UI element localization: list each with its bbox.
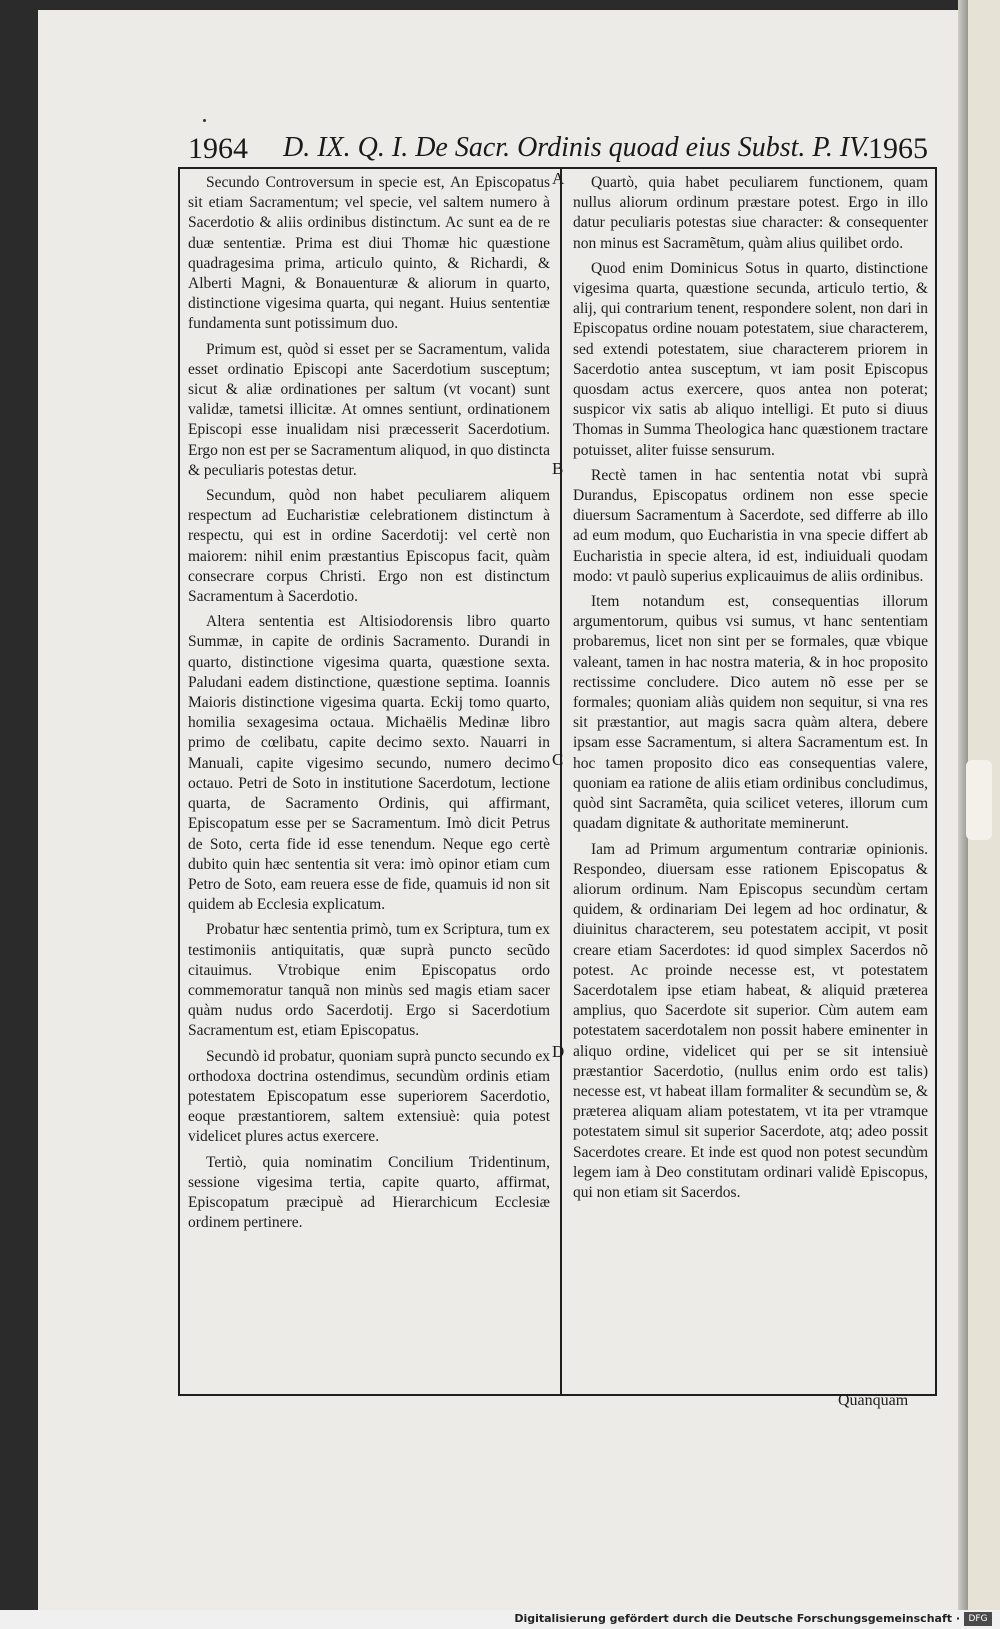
left-column [188,173,550,1238]
funding-notice: Digitalisierung gefördert durch die Deutsche Forschungsgemeinschaft · [514,1612,960,1625]
running-title: D. IX. Q. I. De Sacr. Ordinis quoad eius Subst. P. IV. [283,132,870,163]
paragraph: Iam ad Primum argumentum contrariæ opinionis. Respondeo, diuersam esse rationem Episcopatus & aliorum ordinum. Nam Episcopus secundùm certam quidem, & ordinariam Dei legem ad hoc ordinatur, & diuinitus characterem, seu potestatem accipit, vt posit creare etiam Sacerdotes: id quod simplex Sacerdos nõ potest. Ac proinde necesse est, vt potestatem Sacerdotalem ipse etiam habeat, & aliquid præterea amplius, quo Sacerdote sit superior. Cùm autem eam potestatem sacerdotalem non possit habere eminenter in aliquo ordine, videlicet qui per se sit intensiuè præstantior Sacerdotio, (nullus enim ordo est talis) necesse est, vt habeat illam formaliter & secundùm se, & præterea aliquam aliam potestatem, vt ita per vtramque potestatem simul sit superior Sacerdote, atq; adeo possit Sacerdotes creare. Et inde est quod non potest secundùm legem iam à Deo constitutam ordinari validè Episcopus, qui non etiam sit Sacerdos. [573,840,928,1201]
margin-marker-a: A [552,169,565,188]
dfg-logo-icon[interactable]: DFG [964,1612,992,1626]
text-frame [178,167,937,1396]
paragraph: Probatur hæc sententia primò, tum ex Scriptura, tum ex testimoniis antiquitatis, quæ suprà puncto secũdo citauimus. Vtrobique enim Episcopatus ordo commemoratur tanquã non minùs sed magis etiam sacer quàm nudus ordo Sacerdotij. Ergo si Sacerdotium Sacramentum est, etiam Episcopatus. [188,921,550,1040]
paragraph: Secundò id probatur, quoniam suprà puncto secundo ex orthodoxa doctrina ostendimus, secundùm ordinis etiam potestatem Episcopatum esse superiorem Sacerdotio, eoque præstantiorem, saltem extensiuè: quia potest videlicet plures actus exercere. [188,1047,550,1146]
margin-marker-d: D [552,1042,565,1061]
paragraph: Quartò, quia habet peculiarem functionem, quam nullus aliorum ordinum præstare potest. Ergo in illo datur peculiaris potestas siue character: & consequenter non minus est Sacramẽtum, quàm alius quilibet ordo. [573,174,928,252]
paragraph: Secundum, quòd non habet peculiarem aliquem respectum ad Eucharistiæ celebrationem distinctum à respectu, qui est in ordine Sacerdotij: vel certè non maiorem: nihil enim præstantius Episcopus facit, quàm consecrare corpus Christi. Ergo non est distinctum Sacramentum à Sacerdotio. [188,487,550,606]
paragraph: Tertiò, quia nominatim Concilium Tridentinum, sessione vigesima tertia, capite quarto, affirmat, Episcopatum præcipuè ad Hierarchicum Ecclesiæ ordinem pertinere. [188,1153,550,1232]
margin-marker-c: C [552,750,564,769]
page-header [188,132,928,172]
paragraph: Item notandum est, consequentias illorum argumentorum, quibus vsi sumus, vt hanc sententiam probaremus, licet non sint per se formales, quæ vbique valeant, tamen in hac nostra materia, & in hoc proposito rectissime concludere. Dico autem nõ esse per se formales; quoniam aliàs quidem non sequitur, si vna res sit præstantior, aut magis sacra quàm altera, debere ipsam esse Sacramentum, si altera Sacramentum est. In hoc tamen proposito dico eas consequentias valere, quoniam ea ratione de aliis etiam ordinibus concludimus, quòd sint Sacramẽta, quia scilicet veteres, illorum cum quadam dignitate & authoritate meminerunt. [573,593,928,833]
margin-marker-b: B [552,459,564,478]
page-number-left: 1964 [188,132,248,165]
paragraph: Primum est, quòd si esset per se Sacramentum, valida esset ordinatio Episcopi ante Sacerdotium susceptum; sicut & aliæ ordinationes per saltum (vt vocant) sunt validæ, tametsi illicitæ. At omnes sentiunt, ordinationem Episcopi esse inualidam nisi præcesserit Sacerdotium. Ergo non est per se Sacramentum aliquod, in quo distincta & peculiaris potestas detur. [188,340,550,479]
column-divider [560,169,562,1394]
paragraph: Secundo Controversum in specie est, An Episcopatus sit etiam Sacramentum; vel specie, vel saltem numero à Sacerdotio & aliis ordinibus distinctum. Ac sunt ea de re duæ sententiæ. Prima est diui Thomæ hic quæstione quadragesima prima, articulo quinto, & Richardi, & Alberti Magni, & Bonauenturæ & aliorum in quarto, distinctione vigesima quarta, qui negant. Huius sententiæ fundamenta sunt potissimum duo. [188,174,550,333]
ink-dot [203,119,206,122]
paragraph: Quod enim Dominicus Sotus in quarto, distinctione vigesima quarta, quæstione secunda, articulo tertio, & alij, qui contrarium tenent, respondere solent, non dari in Episcopatus ordine nouam potestatem, siue characterem, sed extendi potestatem, siue characterem priorem in Sacerdotio antea susceptum, vt iam posit Episcopus quosdam actus exercere, quos antea non poterat; suspicor vix satis ab aliquo intelligi. Et puto si diuus Thomas in Summa Theologica hanc quæstionem tractare potuisset, aliter fuisse sensurum. [573,259,928,459]
paragraph: Rectè tamen in hac sententia notat vbi suprà Durandus, Episcopatus ordinem non esse specie diuersum Sacramentum à Sacerdote, sed differre ab illo ad eum modum, quo Eucharistia in vna specie differt ab Eucharistia in specie altera, id est, indiuiduali quodam modo: vt paulò superius explicauimus de aliis ordinibus. [573,466,928,585]
footer-bar [0,1610,1000,1629]
catchword: Quanquam [838,1392,909,1409]
page-clip [966,760,992,840]
right-column [573,173,928,1208]
paragraph: Altera sententia est Altisiodorensis libro quarto Summæ, in capite de ordinis Sacramento. Durandi in quarto, distinctione vigesima quarta, quæstione sexta. Paludani eadem distinctione, quæstione septima. Ioannis Maioris distinctione vigesima quarta. Eckij tomo quarto, homilia sexagesima octaua. Michaëlis Medinæ libro primo de cœlibatu, capite decimo sexto. Nauarri in Manuali, capite vigesimo secundo, numero decimo octauo. Petri de Soto in institutione Sacerdotum, lectione quarta, de Sacramento Ordinis, qui affirmant, Episcopatum esse per se Sacramentum. Imò dicit Petrus de Soto, certa fide id esse tenendum. Neque ego certè dubito quin hæc sententia sit vera: imò opinor etiam cum Petro de Soto, eam reuera esse de fide, quamuis id non sit quidem ab Ecclesia explicatum. [188,613,550,914]
page-number-right: 1965 [868,132,928,165]
